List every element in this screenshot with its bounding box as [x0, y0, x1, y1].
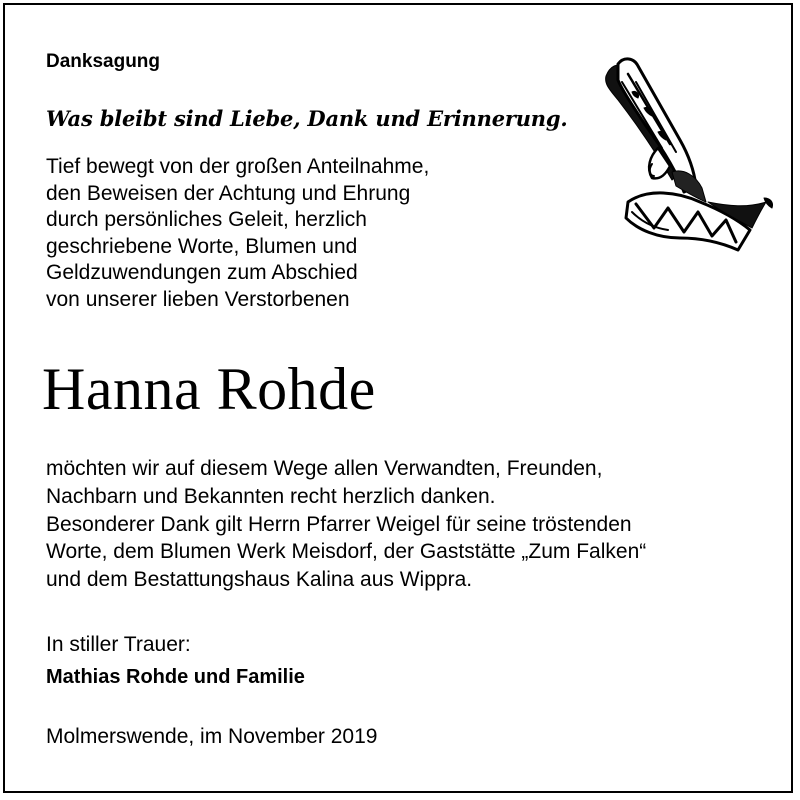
intro-line: Tief bewegt von der großen Anteilnahme,	[46, 155, 430, 178]
intro-line: von unserer lieben Verstorbenen	[46, 287, 350, 311]
mourning-label: In stiller Trauer:	[46, 633, 191, 656]
place-and-date: Molmerswende, im November 2019	[46, 725, 378, 748]
intro-line: geschriebene Worte, Blumen und	[46, 234, 358, 258]
intro-text	[46, 154, 429, 313]
thanks-line: möchten wir auf diesem Wege allen Verwandten, Freunden,	[46, 457, 603, 480]
deceased-name: Hanna Rohde	[42, 356, 376, 422]
thanks-line: Worte, dem Blumen Werk Meisdorf, der Gaststätte „Zum Falken“	[46, 540, 647, 564]
intro-line: den Beweisen der Achtung und Ehrung	[46, 181, 411, 205]
intro-line: Geldzuwendungen zum Abschied	[46, 261, 358, 284]
thanks-line: Besonderer Dank gilt Herrn Pfarrer Weigel für seine tröstenden	[46, 512, 632, 536]
family-signature: Mathias Rohde und Familie	[46, 666, 305, 688]
intro-line: durch persönliches Geleit, herzlich	[46, 208, 367, 231]
thanks-line: Nachbarn und Bekannten recht herzlich danken.	[46, 484, 496, 508]
notice-motto: Was bleibt sind Liebe, Dank und Erinnerung.	[46, 106, 568, 131]
praying-hands-icon	[588, 52, 778, 257]
thanks-line: und dem Bestattungshaus Kalina aus Wippra.	[46, 568, 473, 592]
notice-heading: Danksagung	[46, 51, 161, 72]
thanks-text	[46, 455, 646, 594]
